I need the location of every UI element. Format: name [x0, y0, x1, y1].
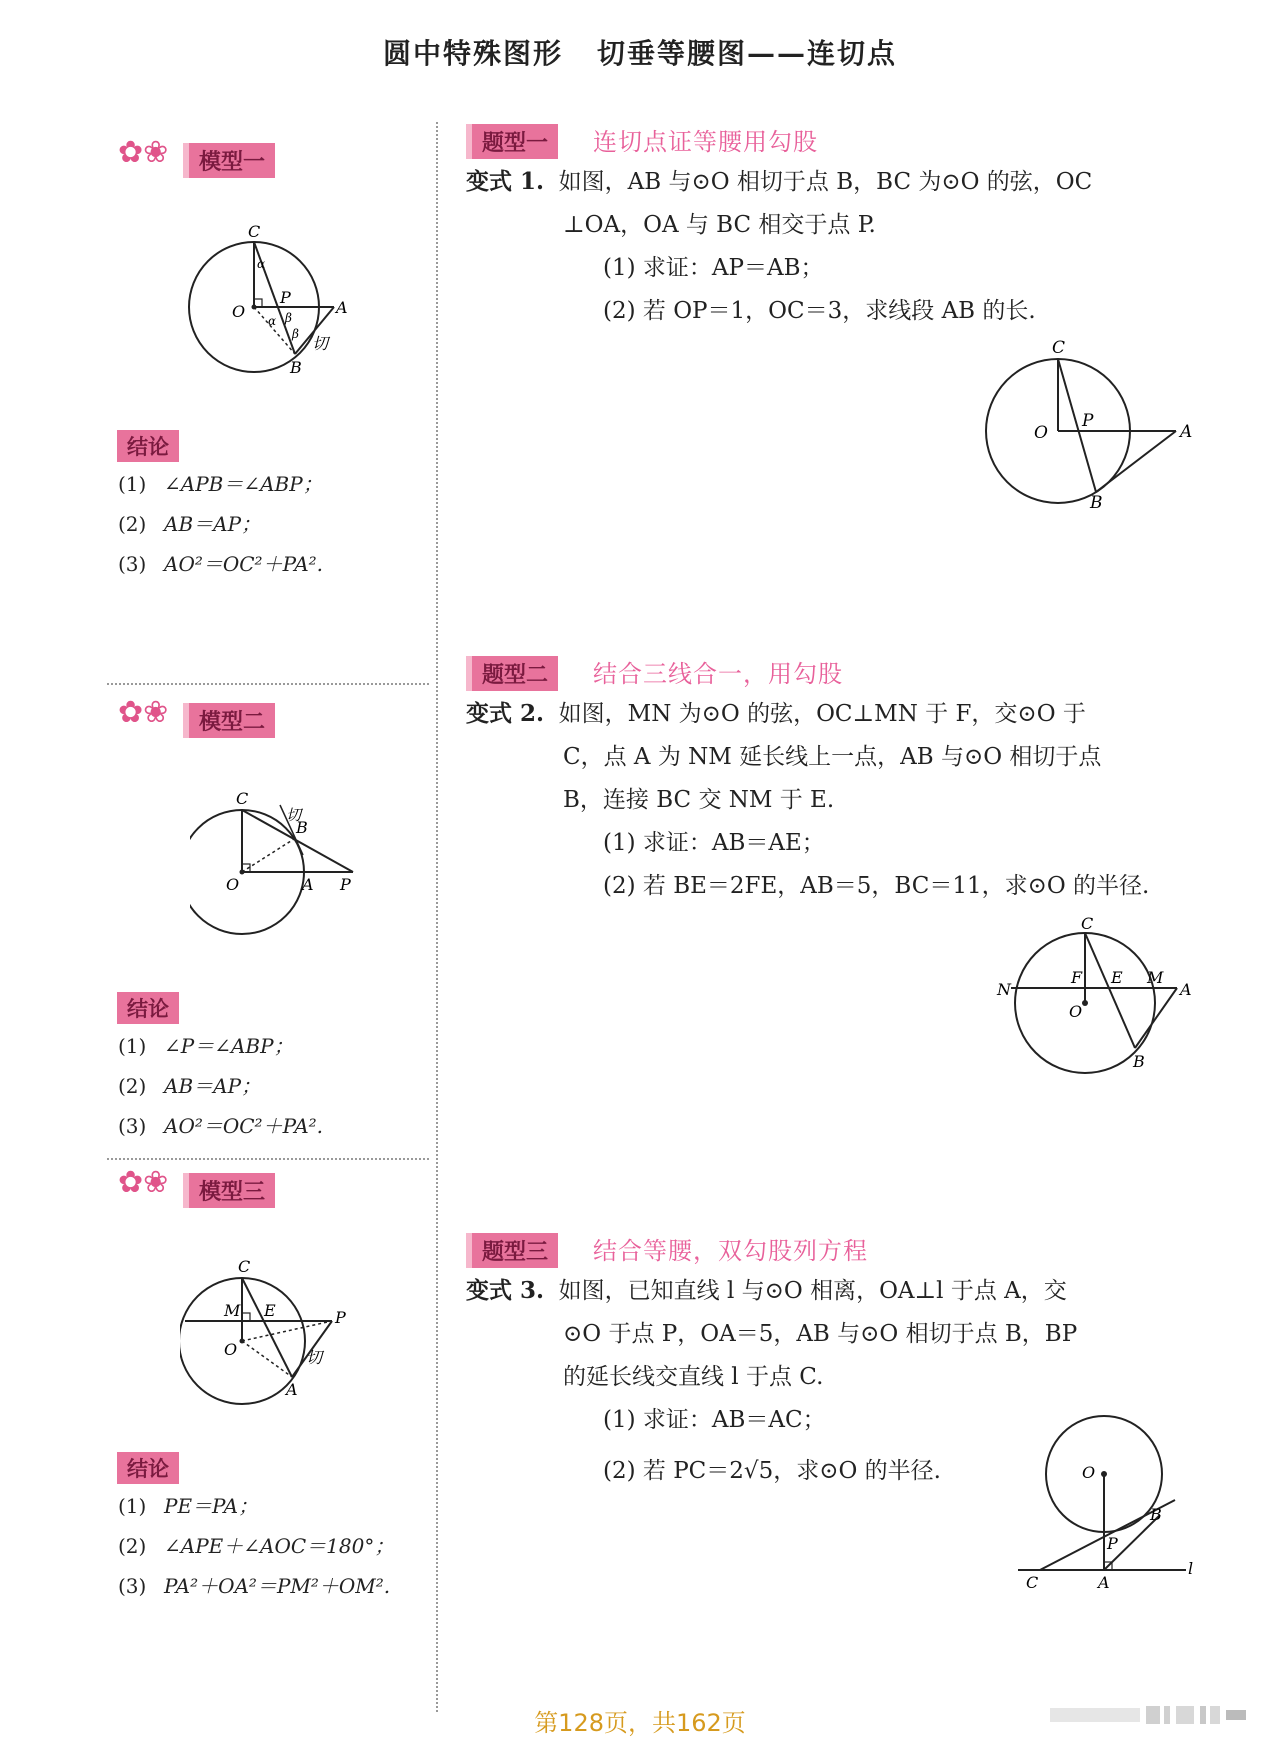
model-1-label-beta-2: β — [292, 327, 299, 341]
type-1-label-C: C — [1052, 340, 1066, 358]
type-1-label-A: A — [1180, 422, 1193, 442]
conclusion-item: (1) PE＝PA； — [118, 1494, 259, 1518]
conclusion-tag-2: 结论 — [117, 992, 179, 1024]
model-2-label-B: B — [296, 818, 308, 837]
conclusion-tag-1: 结论 — [117, 430, 179, 462]
type-3-label-O: O — [1082, 1463, 1096, 1482]
type-2-figure — [995, 915, 1200, 1075]
flower-icon: ✿❀ — [118, 695, 169, 730]
model-3-figure — [180, 1255, 360, 1415]
conclusion-item: (2) AB＝AP； — [118, 1074, 262, 1098]
type-1-figure — [970, 340, 1200, 510]
model-2-figure — [190, 790, 370, 950]
problem-line: ⊥OA，OA 与 BC 相交于点 P. — [563, 212, 876, 238]
conclusion-list-2 — [118, 1026, 323, 1146]
problem-subquestion: (1) 求证：AP＝AB； — [603, 255, 824, 281]
problem-2 — [466, 692, 1206, 908]
type-subtitle-3: 结合等腰，双勾股列方程 — [593, 1237, 868, 1265]
model-1-label-tangent: 切 — [312, 334, 329, 353]
model-tag-1: 模型一 — [183, 143, 275, 178]
model-3-label-P: P — [335, 1308, 346, 1327]
model-3-label-A: A — [286, 1380, 298, 1399]
page-footer: 第128页，共162页 — [534, 1709, 746, 1737]
type-2-label-C: C — [1081, 915, 1094, 933]
type-3-label-B: B — [1150, 1505, 1162, 1524]
model-2-label-O: O — [226, 875, 240, 894]
type-1-label-P: P — [1082, 411, 1094, 431]
conclusion-item: (2) AB＝AP； — [118, 512, 262, 536]
flower-icon: ✿❀ — [118, 135, 169, 170]
problem-line: B，连接 BC 交 NM 于 E. — [563, 787, 835, 813]
model-1-figure — [180, 225, 370, 385]
section-divider-2 — [107, 1158, 429, 1160]
type-2-label-E: E — [1111, 968, 1123, 987]
type-3-label-P: P — [1107, 1534, 1118, 1553]
model-1-label-alpha-1: α — [257, 257, 266, 271]
type-subtitle-1: 连切点证等腰用勾股 — [593, 128, 818, 156]
model-3-label-tangent: 切 — [306, 1348, 323, 1367]
problem-1 — [466, 160, 1206, 333]
flower-icon: ✿❀ — [118, 1165, 169, 1200]
problem-line: ⊙O 于点 P，OA＝5，AB 与⊙O 相切于点 B，BP — [563, 1321, 1078, 1347]
type-1-label-B: B — [1090, 493, 1103, 510]
type-subtitle-2: 结合三线合一，用勾股 — [593, 660, 843, 688]
problem-subquestion: (2) 若 BE＝2FE，AB＝5，BC＝11，求⊙O 的半径. — [603, 873, 1150, 899]
type-2-label-M: M — [1147, 968, 1164, 987]
type-tag-2: 题型二 — [466, 656, 558, 691]
problem-line: 的延长线交直线 l 于点 C. — [563, 1364, 824, 1390]
model-2-label-A: A — [302, 875, 314, 894]
type-2-label-N: N — [997, 980, 1011, 999]
page-title — [0, 32, 1280, 72]
model-1-label-C: C — [248, 225, 261, 241]
type-3-label-A: A — [1098, 1573, 1110, 1592]
conclusion-item: (3) PA²＋OA²＝PM²＋OM². — [118, 1574, 391, 1598]
model-2-label-C: C — [236, 790, 249, 808]
conclusion-item: (1) ∠P＝∠ABP； — [118, 1034, 294, 1058]
model-1-label-B: B — [290, 358, 302, 377]
problem-subquestion: (1) 求证：AB＝AC； — [603, 1407, 826, 1433]
type-3-label-l: l — [1188, 1559, 1194, 1578]
model-tag-2: 模型二 — [183, 703, 275, 738]
model-tag-3: 模型三 — [183, 1173, 275, 1208]
model-3-label-O: O — [224, 1340, 238, 1359]
type-3-figure — [1010, 1412, 1200, 1602]
problem-subquestion: (2) 若 PC＝2√5，求⊙O 的半径. — [603, 1458, 941, 1484]
title-part1: 圆中特殊图形 — [382, 37, 563, 70]
model-2-label-tangent: 切 — [286, 806, 302, 824]
column-divider — [436, 122, 438, 1712]
model-1-label-alpha-2: α — [268, 314, 277, 328]
model-1-label-A: A — [336, 298, 348, 317]
decorative-bars-icon — [1050, 1702, 1250, 1728]
type-tag-1: 题型一 — [466, 124, 558, 159]
problem-line: 如图，已知直线 l 与⊙O 相离，OA⊥l 于点 A，交 — [558, 1278, 1067, 1304]
conclusion-tag-3: 结论 — [117, 1452, 179, 1484]
section-divider-1 — [107, 683, 429, 685]
model-1-label-P: P — [280, 288, 291, 307]
type-3-label-C: C — [1026, 1573, 1039, 1592]
type-1-label-O: O — [1034, 423, 1048, 443]
problem-line: C，点 A 为 NM 延长线上一点，AB 与⊙O 相切于点 — [563, 744, 1102, 770]
conclusion-item: (2) ∠APE＋∠AOC＝180°； — [118, 1534, 395, 1558]
model-3-label-E: E — [264, 1301, 276, 1320]
model-1-label-beta-1: β — [285, 311, 292, 325]
problem-subquestion: (1) 求证：AB＝AE； — [603, 830, 825, 856]
model-2-label-P: P — [340, 875, 351, 894]
type-2-label-B: B — [1133, 1052, 1145, 1071]
conclusion-list-3 — [118, 1486, 394, 1606]
conclusion-list-1 — [118, 464, 323, 584]
title-part2: 切垂等腰图——连切点 — [597, 37, 898, 70]
type-2-label-A: A — [1180, 980, 1192, 999]
problem-subquestion: (2) 若 OP＝1，OC＝3，求线段 AB 的长. — [603, 298, 1036, 324]
model-1-label-O: O — [232, 302, 246, 321]
conclusion-item: (1) ∠APB＝∠ABP； — [118, 472, 323, 496]
problem-label: 变式 2. — [466, 700, 545, 727]
type-2-label-O: O — [1069, 1002, 1083, 1021]
problem-line: 如图，MN 为⊙O 的弦，OC⊥MN 于 F，交⊙O 于 — [558, 701, 1086, 727]
problem-label: 变式 3. — [466, 1277, 545, 1304]
type-2-label-F: F — [1071, 968, 1083, 987]
conclusion-item: (3) AO²＝OC²＋PA². — [118, 552, 324, 576]
model-3-label-C: C — [238, 1257, 251, 1276]
problem-line: 如图，AB 与⊙O 相切于点 B，BC 为⊙O 的弦，OC — [558, 169, 1093, 195]
problem-label: 变式 1. — [466, 168, 545, 195]
conclusion-item: (3) AO²＝OC²＋PA². — [118, 1114, 324, 1138]
type-tag-3: 题型三 — [466, 1233, 558, 1268]
model-3-label-M: M — [224, 1301, 241, 1320]
